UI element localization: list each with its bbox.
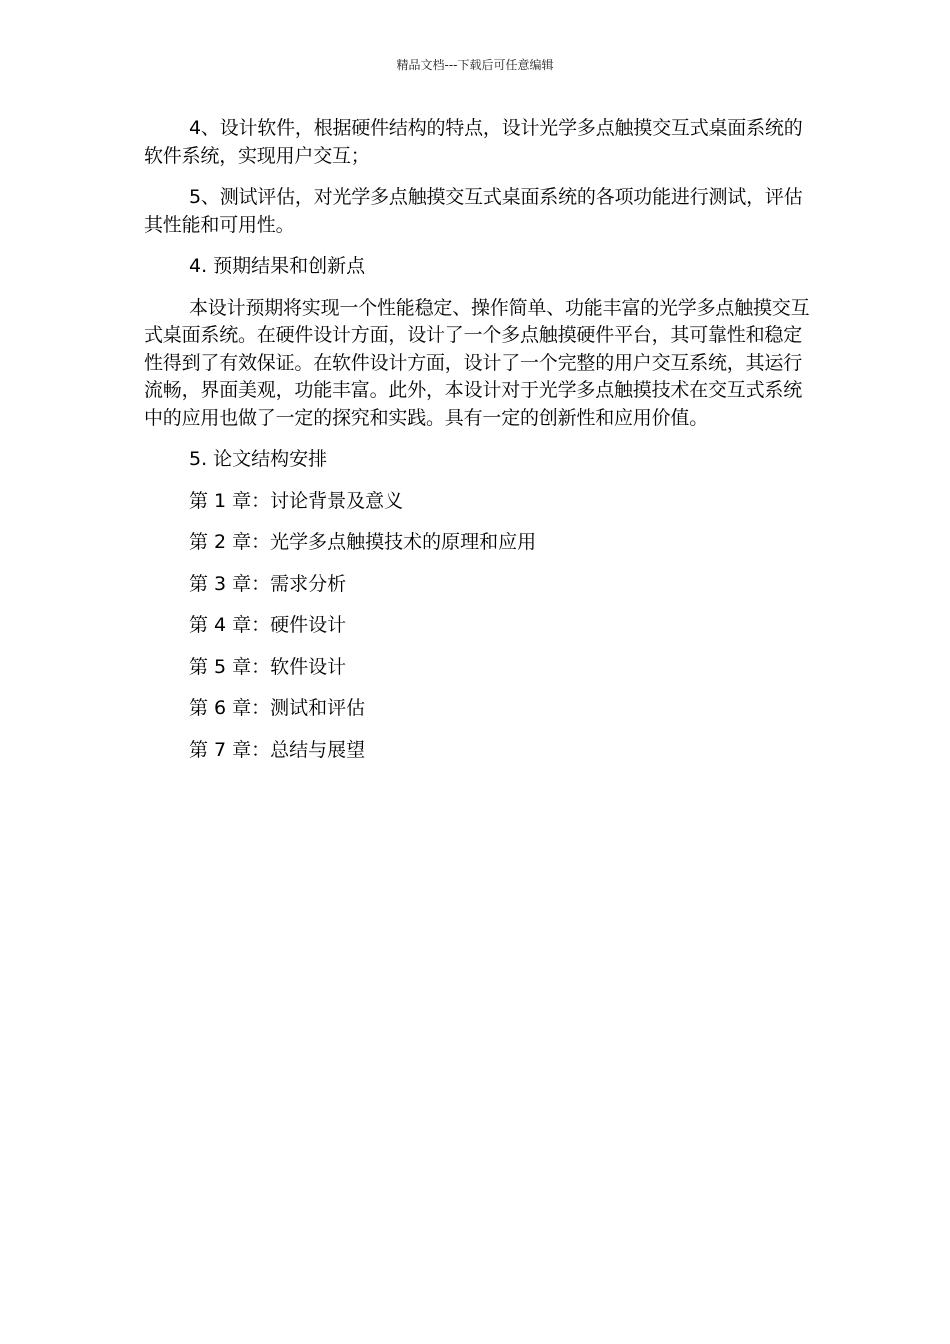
section-heading-thesis-structure: 5. 论文结构安排 — [189, 448, 328, 470]
chapter-item: 第 1 章：讨论背景及意义 — [189, 489, 404, 512]
page-header: 精品文档---下载后可任意编辑 — [396, 58, 554, 72]
chapter-item: 第 4 章：硬件设计 — [189, 614, 347, 636]
chapter-item: 第 2 章：光学多点触摸技术的原理和应用 — [189, 531, 537, 553]
chapter-list — [144, 488, 816, 765]
chapter-item: 第 5 章：软件设计 — [189, 655, 347, 678]
chapter-item: 第 3 章：需求分析 — [189, 572, 347, 595]
document-body — [144, 115, 816, 778]
paragraph-step-5: 5、测试评估，对光学多点触摸交互式桌面系统的各项功能进行测试，评估其性能和可用性。 — [144, 186, 803, 236]
chapter-item: 第 7 章：总结与展望 — [189, 738, 366, 761]
chapter-item: 第 6 章：测试和评估 — [189, 697, 366, 719]
section-heading-expected-results: 4. 预期结果和创新点 — [189, 255, 366, 277]
paragraph-expected-results: 本设计预期将实现一个性能稳定、操作简单、功能丰富的光学多点触摸交互式桌面系统。在硬件设计方面，设计了一个多点触摸硬件平台，其可靠性和稳定性得到了有效保证。在软件设计方面，设计了一个完整的用户交互系统，其运行流畅，界面美观，功能丰富。此外，本设计对于光学多点触摸技术在交互式系统中的应用也做了一定的探究和实践。具有一定的创新性和应用价值。 — [144, 296, 810, 429]
paragraph-step-4: 4、设计软件，根据硬件结构的特点，设计光学多点触摸交互式桌面系统的软件系统，实现用户交互； — [144, 117, 803, 167]
